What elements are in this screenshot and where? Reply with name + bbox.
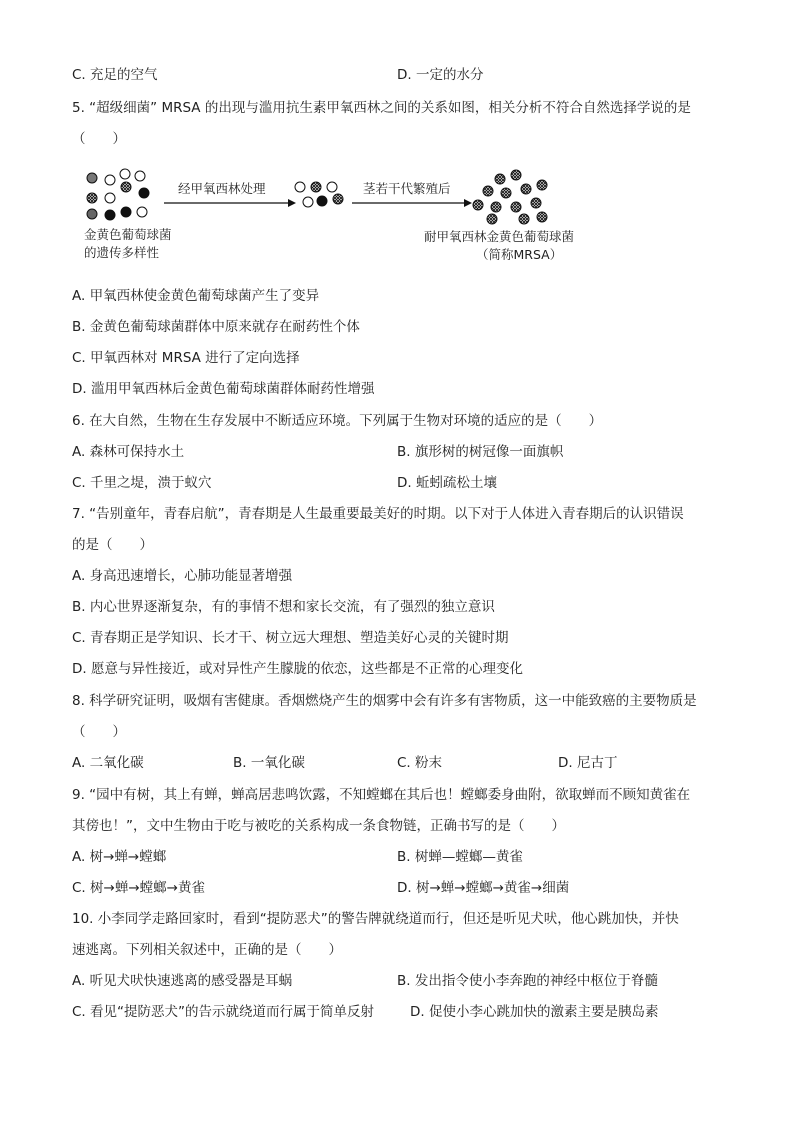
bacteria-survivors-group bbox=[295, 182, 343, 207]
right-caption-line2: （简称MRSA） bbox=[476, 247, 563, 262]
q6-option-b: B. 旗形树的树冠像一面旗帜 bbox=[397, 444, 564, 460]
q9-option-c: C. 树→蝉→螳螂→黄雀 bbox=[72, 880, 205, 896]
q8-stem-line2: （ ） bbox=[72, 724, 126, 740]
q10-option-a: A. 听见犬吠快速逃离的感受器是耳蜗 bbox=[72, 973, 293, 989]
q5-option-a: A. 甲氧西林使金黄色葡萄球菌产生了变异 bbox=[72, 288, 320, 304]
q5-stem-line1: 5. “超级细菌” MRSA 的出现与滥用抗生素甲氧西林之间的关系如图，相关分析不符合自然选择学说的是 bbox=[72, 100, 691, 116]
q6-option-d: D. 蚯蚓疏松土壤 bbox=[397, 475, 497, 491]
q10-option-c: C. 看见“提防恶犬”的告示就绕道而行属于简单反射 bbox=[72, 1004, 374, 1020]
q4-option-d: D. 一定的水分 bbox=[397, 67, 484, 83]
arrow2-label: 茎若干代繁殖后 bbox=[363, 181, 451, 196]
right-caption-line1: 耐甲氧西林金黄色葡萄球菌 bbox=[424, 229, 575, 244]
bacteria-mrsa-group bbox=[473, 170, 547, 224]
q8-stem-line1: 8. 科学研究证明，吸烟有害健康。香烟燃烧产生的烟雾中会有许多有害物质，这一中能致癌的主要物质是 bbox=[72, 693, 697, 709]
q8-option-a: A. 二氧化碳 bbox=[72, 755, 144, 771]
q6-option-a: A. 森林可保持水土 bbox=[72, 444, 185, 460]
q5-option-b: B. 金黄色葡萄球菌群体中原来就存在耐药性个体 bbox=[72, 319, 360, 335]
q10-stem-line1: 10. 小李同学走路回家时，看到“提防恶犬”的警告牌就绕道而行，但还是听见犬吠，他心跳加快，并快 bbox=[72, 911, 679, 927]
q9-stem-line2: 其傍也！”，文中生物由于吃与被吃的关系构成一条食物链，正确书写的是（ ） bbox=[72, 818, 565, 834]
arrow-2 bbox=[352, 199, 472, 207]
arrow1-label: 经甲氧西林处理 bbox=[178, 181, 266, 196]
q8-option-d: D. 尼古丁 bbox=[558, 755, 618, 771]
q7-option-b: B. 内心世界逐渐复杂，有的事情不想和家长交流，有了强烈的独立意识 bbox=[72, 599, 495, 615]
left-caption-line2: 的遗传多样性 bbox=[84, 245, 160, 260]
q5-option-c: C. 甲氧西林对 MRSA 进行了定向选择 bbox=[72, 350, 300, 366]
mrsa-selection-diagram bbox=[80, 165, 600, 275]
q10-option-d: D. 促使小李心跳加快的激素主要是胰岛素 bbox=[410, 1004, 659, 1020]
q7-stem-line2: 的是（ ） bbox=[72, 537, 153, 553]
q9-option-a: A. 树→蝉→螳螂 bbox=[72, 849, 167, 865]
left-caption-line1: 金黄色葡萄球菌 bbox=[84, 227, 172, 242]
q9-option-d: D. 树→蝉→螳螂→黄雀→细菌 bbox=[397, 880, 570, 896]
bacteria-diverse-group bbox=[87, 169, 149, 220]
q7-option-c: C. 青春期正是学知识、长才干、树立远大理想、塑造美好心灵的关键时期 bbox=[72, 630, 509, 646]
q8-option-b: B. 一氧化碳 bbox=[233, 755, 305, 771]
arrow-1 bbox=[164, 199, 296, 207]
q7-stem-line1: 7. “告别童年，青春启航”，青春期是人生最重要最美好的时期。以下对于人体进入青春期后的认识错误 bbox=[72, 506, 684, 522]
q9-option-b: B. 树蝉—螳螂—黄雀 bbox=[397, 849, 523, 865]
q7-option-a: A. 身高迅速增长，心肺功能显著增强 bbox=[72, 568, 293, 584]
q7-option-d: D. 愿意与异性接近，或对异性产生朦胧的依恋，这些都是不正常的心理变化 bbox=[72, 661, 523, 677]
q6-option-c: C. 千里之堤，溃于蚁穴 bbox=[72, 475, 212, 491]
q10-option-b: B. 发出指令使小李奔跑的神经中枢位于脊髓 bbox=[397, 973, 658, 989]
q6-stem: 6. 在大自然，生物在生存发展中不断适应环境。下列属于生物对环境的适应的是（ ） bbox=[72, 413, 603, 429]
q5-option-d: D. 滥用甲氧西林后金黄色葡萄球菌群体耐药性增强 bbox=[72, 381, 375, 397]
q4-option-c: C. 充足的空气 bbox=[72, 67, 158, 83]
q10-stem-line2: 速逃离。下列相关叙述中，正确的是（ ） bbox=[72, 942, 342, 958]
q5-stem-line2: （ ） bbox=[72, 131, 126, 147]
q8-option-c: C. 粉末 bbox=[397, 755, 443, 771]
q9-stem-line1: 9. “园中有树，其上有蝉，蝉高居悲鸣饮露，不知螳螂在其后也！螳螂委身曲附，欲取蝉而不顾知黄雀在 bbox=[72, 787, 691, 803]
